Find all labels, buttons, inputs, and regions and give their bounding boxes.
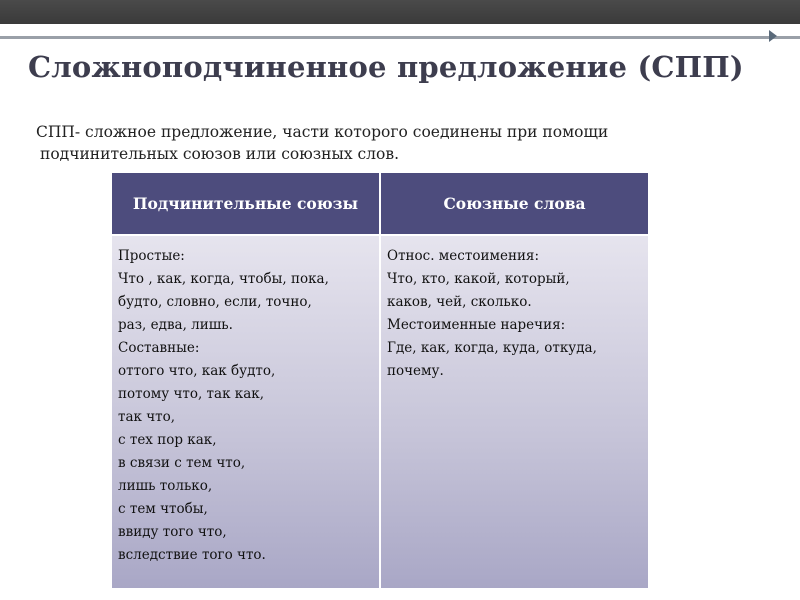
intro-line-2: подчинительных союзов или союзных слов. [40, 145, 400, 163]
cell-line: Относ. местоимения: [387, 248, 540, 264]
cell-line: раз, едва, лишь. [118, 317, 233, 333]
cell-line: Что , как, когда, чтобы, пока, [118, 271, 329, 287]
table-row [112, 235, 648, 588]
cell-line: почему. [387, 363, 444, 379]
top-decor-line [0, 36, 800, 39]
top-decor-bar [0, 0, 800, 24]
header-subordinating-conjunctions: Подчинительные союзы [112, 173, 380, 235]
conjunctions-cell [112, 235, 380, 588]
cell-line: с тех пор как, [118, 432, 217, 448]
table-header-row [112, 173, 648, 235]
cell-line: Составные: [118, 340, 200, 356]
conjunctions-table [112, 173, 648, 588]
cell-line: будто, словно, если, точно, [118, 294, 312, 310]
cell-line: Что, кто, какой, который, [387, 271, 570, 287]
cell-line: Простые: [118, 248, 185, 264]
cell-line: Местоименные наречия: [387, 317, 566, 333]
triangle-bullet-icon [769, 30, 777, 42]
cell-line: лишь только, [118, 478, 213, 494]
conjunctive-words-cell [380, 235, 648, 588]
cell-line: с тем чтобы, [118, 501, 208, 517]
slide-title: Сложноподчиненное предложение (СПП) [28, 50, 744, 84]
cell-line: Где, как, когда, куда, откуда, [387, 340, 597, 356]
intro-line-1: СПП- сложное предложение, части которого соединены при помощи [36, 123, 609, 141]
cell-line: потому что, так как, [118, 386, 265, 402]
cell-line: ввиду того что, [118, 524, 227, 540]
cell-line: вследствие того что. [118, 547, 266, 563]
cell-line: каков, чей, сколько. [387, 294, 532, 310]
cell-line: оттого что, как будто, [118, 363, 276, 379]
intro-text [36, 121, 736, 165]
cell-line: в связи с тем что, [118, 455, 246, 471]
cell-line: так что, [118, 409, 176, 425]
header-conjunctive-words: Союзные слова [380, 173, 648, 235]
